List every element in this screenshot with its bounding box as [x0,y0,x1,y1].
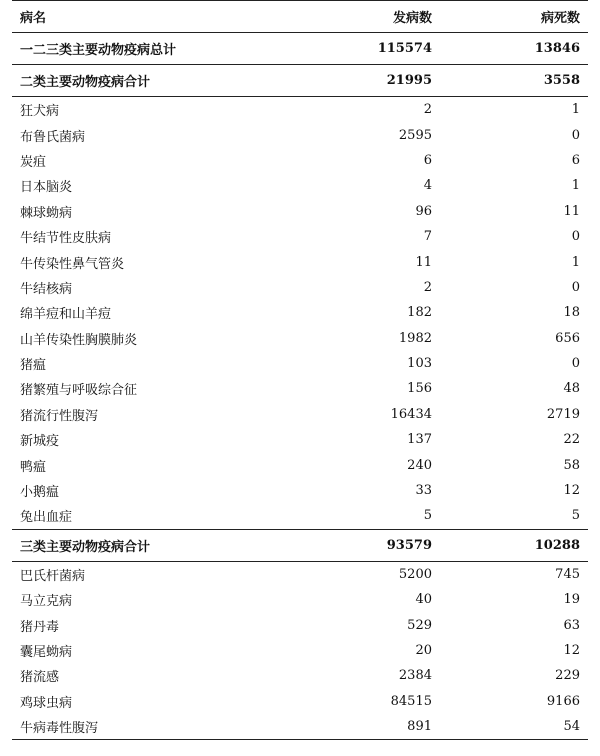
cases-value: 891 [312,714,440,740]
column-header-deaths: 病死数 [440,1,588,33]
table-row [12,478,588,503]
deaths-value: 63 [563,617,580,633]
table-row [12,275,588,300]
disease-name: 巴氏杆菌病 [20,568,86,584]
cases-value: 103 [407,356,432,372]
disease-name: 猪繁殖与呼吸综合征 [20,383,138,399]
grand-total-row [12,33,588,65]
cases-value: 240 [407,457,432,473]
table-row [12,122,588,147]
disease-name: 马立克病 [20,594,73,610]
disease-name: 牛病毒性腹泻 [12,714,312,740]
disease-name: 布鲁氏菌病 [20,129,86,145]
table-row [12,561,588,587]
table-row [12,300,588,325]
class3-summary-name: 三类主要动物疫病合计 [12,529,312,561]
table-row [12,97,588,123]
table-row [12,351,588,376]
class2-summary-cases: 21995 [312,65,440,97]
disease-name: 猪流行性腹泻 [20,408,99,424]
deaths-value: 2719 [546,406,580,422]
cases-value: 2 [423,102,432,118]
deaths-value: 5 [440,503,588,529]
class3-summary-deaths: 10288 [440,529,588,561]
table-row [12,587,588,612]
deaths-value: 48 [563,381,580,397]
grand-total-name: 一二三类主要动物疫病总计 [12,33,312,65]
deaths-value: 0 [571,127,580,143]
class3-summary-row [12,529,588,561]
deaths-value: 18 [563,305,580,321]
disease-name: 兔出血症 [12,503,312,529]
class2-section [12,65,588,530]
deaths-value: 0 [571,356,580,372]
disease-name: 炭疽 [20,154,47,170]
cases-value: 1982 [398,330,432,346]
table-row [12,402,588,427]
cases-value: 5 [312,503,440,529]
deaths-value: 19 [563,592,580,608]
disease-name: 猪流感 [20,670,60,686]
table-row [12,224,588,249]
disease-name: 小鹅瘟 [20,485,60,501]
table-row [12,199,588,224]
class2-summary-row [12,65,588,97]
disease-name: 囊尾蚴病 [20,645,73,660]
deaths-value: 12 [563,483,580,499]
disease-name: 绵羊痘和山羊痘 [20,307,112,323]
cases-value: 11 [415,254,432,270]
deaths-value: 6 [571,152,580,168]
table-row [12,714,588,740]
disease-statistics-table [12,0,588,740]
cases-value: 5200 [398,566,432,582]
cases-value: 529 [407,617,432,633]
class3-section [12,529,588,740]
disease-name: 猪瘟 [20,358,47,374]
class2-summary-deaths: 3558 [440,65,588,97]
disease-name: 牛传染性鼻气管炎 [20,256,125,272]
disease-name: 新城疫 [20,434,60,450]
deaths-value: 1 [571,178,580,194]
table-row [12,326,588,351]
cases-value: 96 [415,203,432,219]
deaths-value: 1 [571,254,580,270]
table-row [12,689,588,714]
table-row [12,427,588,452]
cases-value: 156 [407,381,432,397]
grand-total-deaths: 13846 [440,33,588,65]
cases-value: 16434 [390,406,432,422]
class3-summary-cases: 93579 [312,529,440,561]
disease-name: 鸭瘟 [20,459,47,475]
deaths-value: 0 [571,279,580,295]
table-row [12,612,588,637]
cases-value: 2595 [398,127,432,143]
disease-name: 棘球蚴病 [20,205,73,221]
cases-value: 40 [415,592,432,608]
disease-name: 山羊传染性胸膜肺炎 [20,332,138,348]
column-header-name: 病名 [12,1,312,33]
deaths-value: 9166 [546,693,580,709]
disease-name: 日本脑炎 [20,180,73,196]
column-header-cases: 发病数 [312,1,440,33]
disease-name: 猪丹毒 [20,619,60,635]
deaths-value: 1 [571,102,580,118]
table-row [12,376,588,401]
table-header [12,1,588,33]
table-row [12,173,588,198]
deaths-value: 12 [563,643,580,658]
deaths-value: 0 [571,229,580,245]
cases-value: 33 [415,483,432,499]
header-row [12,1,588,33]
cases-value: 20 [415,643,432,658]
disease-name: 牛结核病 [20,281,73,297]
table-row [12,148,588,173]
cases-value: 2 [423,279,432,295]
disease-name: 狂犬病 [20,104,60,120]
cases-value: 7 [423,229,432,245]
cases-value: 137 [407,432,432,448]
deaths-value: 22 [563,432,580,448]
cases-value: 4 [423,178,432,194]
cases-value: 84515 [390,693,432,709]
cases-value: 182 [407,305,432,321]
cases-value: 2384 [398,668,432,684]
disease-name: 鸡球虫病 [20,695,73,711]
deaths-value: 656 [555,330,580,346]
table-row [12,503,588,529]
cases-value: 6 [423,152,432,168]
deaths-value: 745 [555,566,580,582]
table-row [12,663,588,688]
deaths-value: 54 [440,714,588,740]
deaths-value: 229 [555,668,580,684]
class2-summary-name: 二类主要动物疫病合计 [12,65,312,97]
grand-total-section [12,33,588,65]
deaths-value: 11 [563,203,580,219]
disease-name: 牛结节性皮肤病 [20,231,112,247]
grand-total-cases: 115574 [312,33,440,65]
table-row [12,452,588,477]
deaths-value: 58 [563,457,580,473]
table-row [12,249,588,274]
table-row [12,638,588,663]
